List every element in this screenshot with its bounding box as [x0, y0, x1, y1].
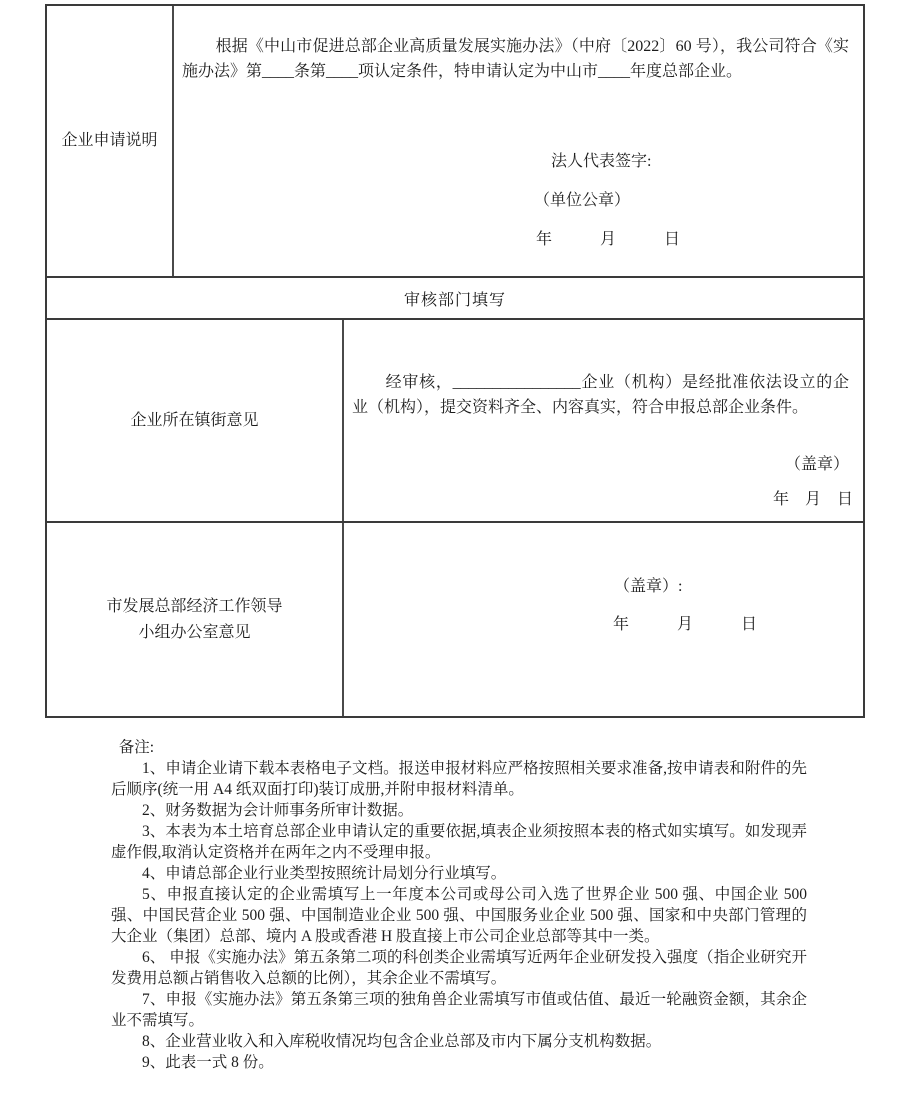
label-text-line1: 市发展总部经济工作领导	[106, 597, 283, 615]
note-item-4: 4、申请总部企业行业类型按照统计局划分行业填写。	[142, 865, 507, 882]
notes-section	[111, 737, 807, 1073]
label-text-line2: 小组办公室意见	[138, 623, 251, 641]
note-item-3: 3、本表为本土培育总部企业申请认定的重要依据,填表企业须按照本表的格式如实填写。如发现弄虚作假,取消认定资格并在两年之内不受理申报。	[111, 823, 807, 861]
table-row-office-opinion	[47, 523, 863, 716]
section-header-text: 审核部门填写	[403, 291, 506, 309]
table-row-town-opinion	[47, 320, 863, 523]
table-row-application-statement	[47, 6, 863, 278]
office-opinion-cell	[344, 523, 863, 716]
row-label-town-opinion	[47, 320, 344, 521]
label-text: 企业所在镇街意见	[130, 411, 259, 429]
application-statement-text: 根据《中山市促进总部企业高质量发展实施办法》（中府〔2022〕60 号），我公司符合《实施办法》第____条第____项认定条件，特申请认定为中山市____年度总部企业。	[182, 38, 849, 80]
note-item-6: 6、 申报《实施办法》第五条第二项的科创类企业需填写近两年企业研发投入强度（指企业研究开发费用总额占销售收入总额的比例），其余企业不需填写。	[111, 949, 807, 987]
note-item-5: 5、申报直接认定的企业需填写上一年度本公司或母公司入选了世界企业 500 强、中国企业 500 强、中国民营企业 500 强、中国制造业企业 500 强、中国服务业企业 500 强、国家和中央部门管理的大企业（集团）总部、境内 A 股或香港 H 股直接上市公司企业总部等其中一类。	[111, 886, 807, 945]
date-line: 年 月 日	[772, 491, 853, 508]
section-header-review-department	[47, 278, 863, 320]
note-item-9: 9、此表一式 8 份。	[142, 1054, 274, 1071]
note-item-7: 7、申报《实施办法》第五条第三项的独角兽企业需填写市值或估值、最近一轮融资金额，其余企业不需填写。	[111, 991, 807, 1029]
town-opinion-text: 经审核，________________企业（机构）是经批准依法设立的企业（机构），提交资料齐全、内容真实，符合申报总部企业条件。	[352, 374, 849, 416]
date-line: 年 月 日	[536, 231, 681, 248]
row-label-office-opinion	[47, 523, 344, 716]
seal-label: （盖章）	[784, 456, 849, 473]
application-statement-cell	[174, 6, 863, 276]
company-seal-label: （单位公章）	[534, 192, 631, 209]
application-table	[45, 4, 865, 718]
note-item-2: 2、财务数据为会计师事务所审计数据。	[142, 802, 414, 819]
note-item-1: 1、申请企业请下载本表格电子文档。报送申报材料应严格按照相关要求准备,按申请表和附件的先后顺序(统一用 A4 纸双面打印)装订成册,并附申报材料清单。	[111, 760, 807, 798]
date-line: 年 月 日	[613, 616, 758, 633]
seal-label: （盖章）:	[614, 578, 683, 595]
note-item-8: 8、企业营业收入和入库税收情况均包含企业总部及市内下属分支机构数据。	[142, 1033, 662, 1050]
notes-title: 备注:	[118, 739, 155, 756]
legal-representative-signature-label: 法人代表签字:	[551, 153, 652, 170]
town-opinion-cell	[344, 320, 863, 521]
label-text: 企业申请说明	[61, 132, 158, 149]
row-label-application-statement	[47, 6, 174, 276]
